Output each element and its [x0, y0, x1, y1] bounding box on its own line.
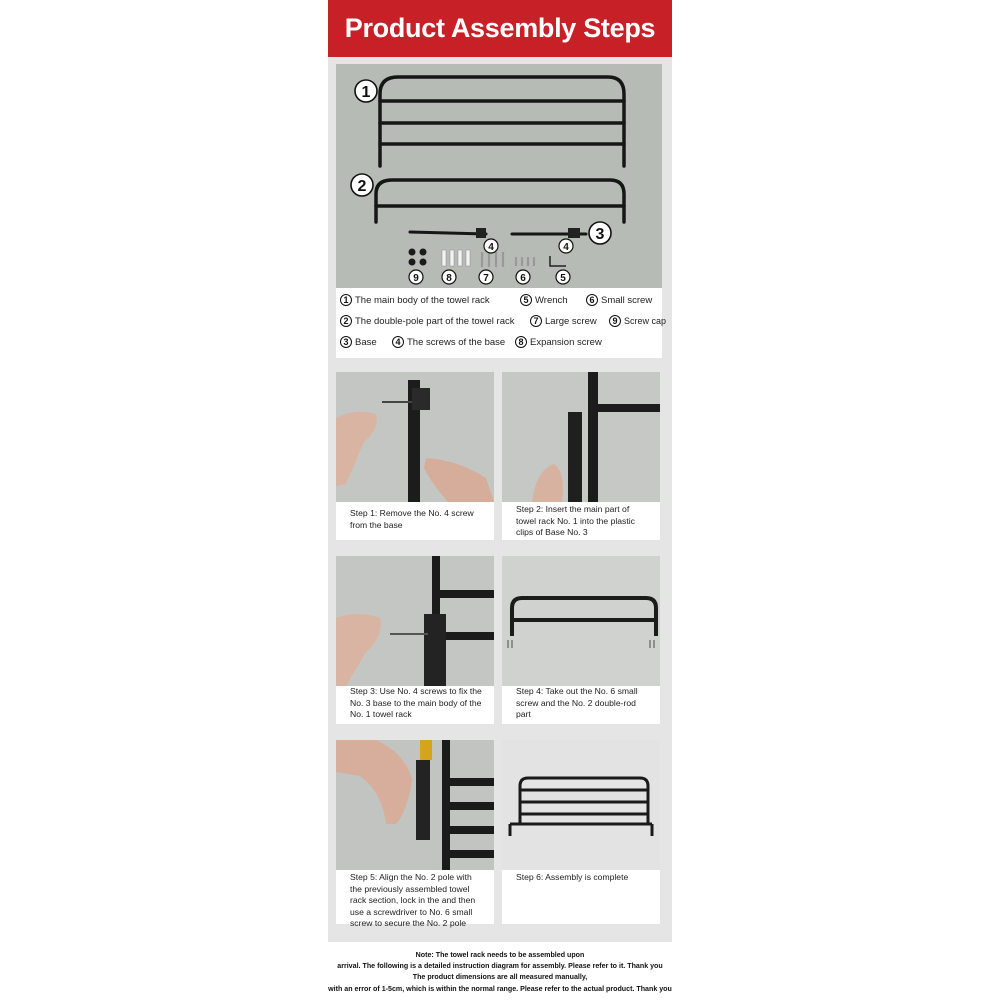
parts-photo [336, 64, 662, 288]
step-2-caption: Step 2: Insert the main part of towel rack No. 1 into the plastic clips of Base No. 3 [516, 504, 635, 537]
step-4-photo [502, 556, 660, 686]
legend-number: 9 [609, 315, 621, 327]
parts-callout: 9 [413, 273, 419, 284]
step-1-card [336, 372, 494, 540]
note-box [328, 942, 672, 1000]
step-4-card [502, 556, 660, 724]
step-6-card [502, 740, 660, 924]
note-line: Note: The towel rack needs to be assembled upon [415, 951, 585, 959]
legend-item [515, 336, 602, 348]
legend-number: 2 [340, 315, 352, 327]
step-6-caption: Step 6: Assembly is complete [516, 872, 629, 882]
parts-callout: 4 [563, 242, 569, 253]
parts-legend [336, 288, 667, 358]
parts-callout: 1 [361, 84, 371, 101]
step-4-caption: Step 4: Take out the No. 6 small screw and the No. 2 double-rod part [516, 686, 638, 719]
legend-item [340, 294, 490, 306]
legend-item [340, 315, 514, 327]
step-1-caption: Step 1: Remove the No. 4 screw from the base [350, 508, 474, 530]
legend-item [520, 294, 568, 306]
step-2-photo [502, 372, 660, 502]
legend-label: Base [355, 336, 377, 348]
parts-callout: 4 [488, 242, 494, 253]
legend-item [586, 294, 652, 306]
legend-number: 8 [515, 336, 527, 348]
step-3-card [336, 556, 494, 724]
step-3-photo [336, 556, 494, 686]
legend-item [530, 315, 597, 327]
step-5-caption: Step 5: Align the No. 2 pole with the previously assembled towel rack section, lock in the and then use a screwdriver to No. 6 small screw to secure the No. 2 pole [350, 872, 476, 928]
parts-callout: 7 [483, 273, 489, 284]
page-title: Product Assembly Steps [344, 13, 656, 43]
note-line: The product dimensions are all measured manually, [412, 973, 588, 982]
legend-label: The main body of the towel rack [355, 294, 490, 306]
note-line: arrival. The following is a detailed instruction diagram for assembly. Please refer to it. Thank you [337, 962, 663, 971]
parts-callout: 2 [357, 178, 367, 195]
legend-number: 4 [392, 336, 404, 348]
step-5-card [336, 740, 494, 928]
legend-item [340, 336, 377, 348]
legend-label: The screws of the base [407, 336, 506, 348]
title-banner [328, 0, 672, 57]
legend-label: Screw cap [624, 316, 667, 326]
instruction-sheet [328, 0, 672, 1000]
parts-callout: 5 [560, 273, 566, 284]
step-5-photo [336, 740, 494, 870]
parts-callout: 8 [446, 273, 452, 284]
note-line: with an error of 1-5cm, which is within the normal range. Please refer to the actual product. Thank you [328, 984, 672, 993]
legend-label: Small screw [601, 294, 653, 306]
step-1-photo [336, 372, 494, 502]
legend-label: Expansion screw [530, 336, 602, 348]
legend-number: 3 [340, 336, 352, 348]
legend-label: Large screw [545, 315, 597, 327]
legend-number: 5 [520, 294, 532, 306]
legend-item [609, 315, 666, 327]
legend-number: 6 [586, 294, 598, 306]
parts-callout: 6 [520, 273, 526, 284]
legend-item [392, 336, 505, 348]
parts-callout: 3 [595, 226, 605, 243]
parts-overview [336, 64, 667, 358]
legend-label: Wrench [535, 294, 568, 306]
legend-number: 1 [340, 294, 352, 306]
legend-number: 7 [530, 315, 542, 327]
step-3-caption: Step 3: Use No. 4 screws to fix the No. 3 base to the main body of the No. 1 towel rack [350, 686, 482, 719]
legend-label: The double-pole part of the towel rack [355, 315, 515, 327]
step-2-card [502, 372, 660, 540]
step-6-photo [502, 740, 660, 870]
